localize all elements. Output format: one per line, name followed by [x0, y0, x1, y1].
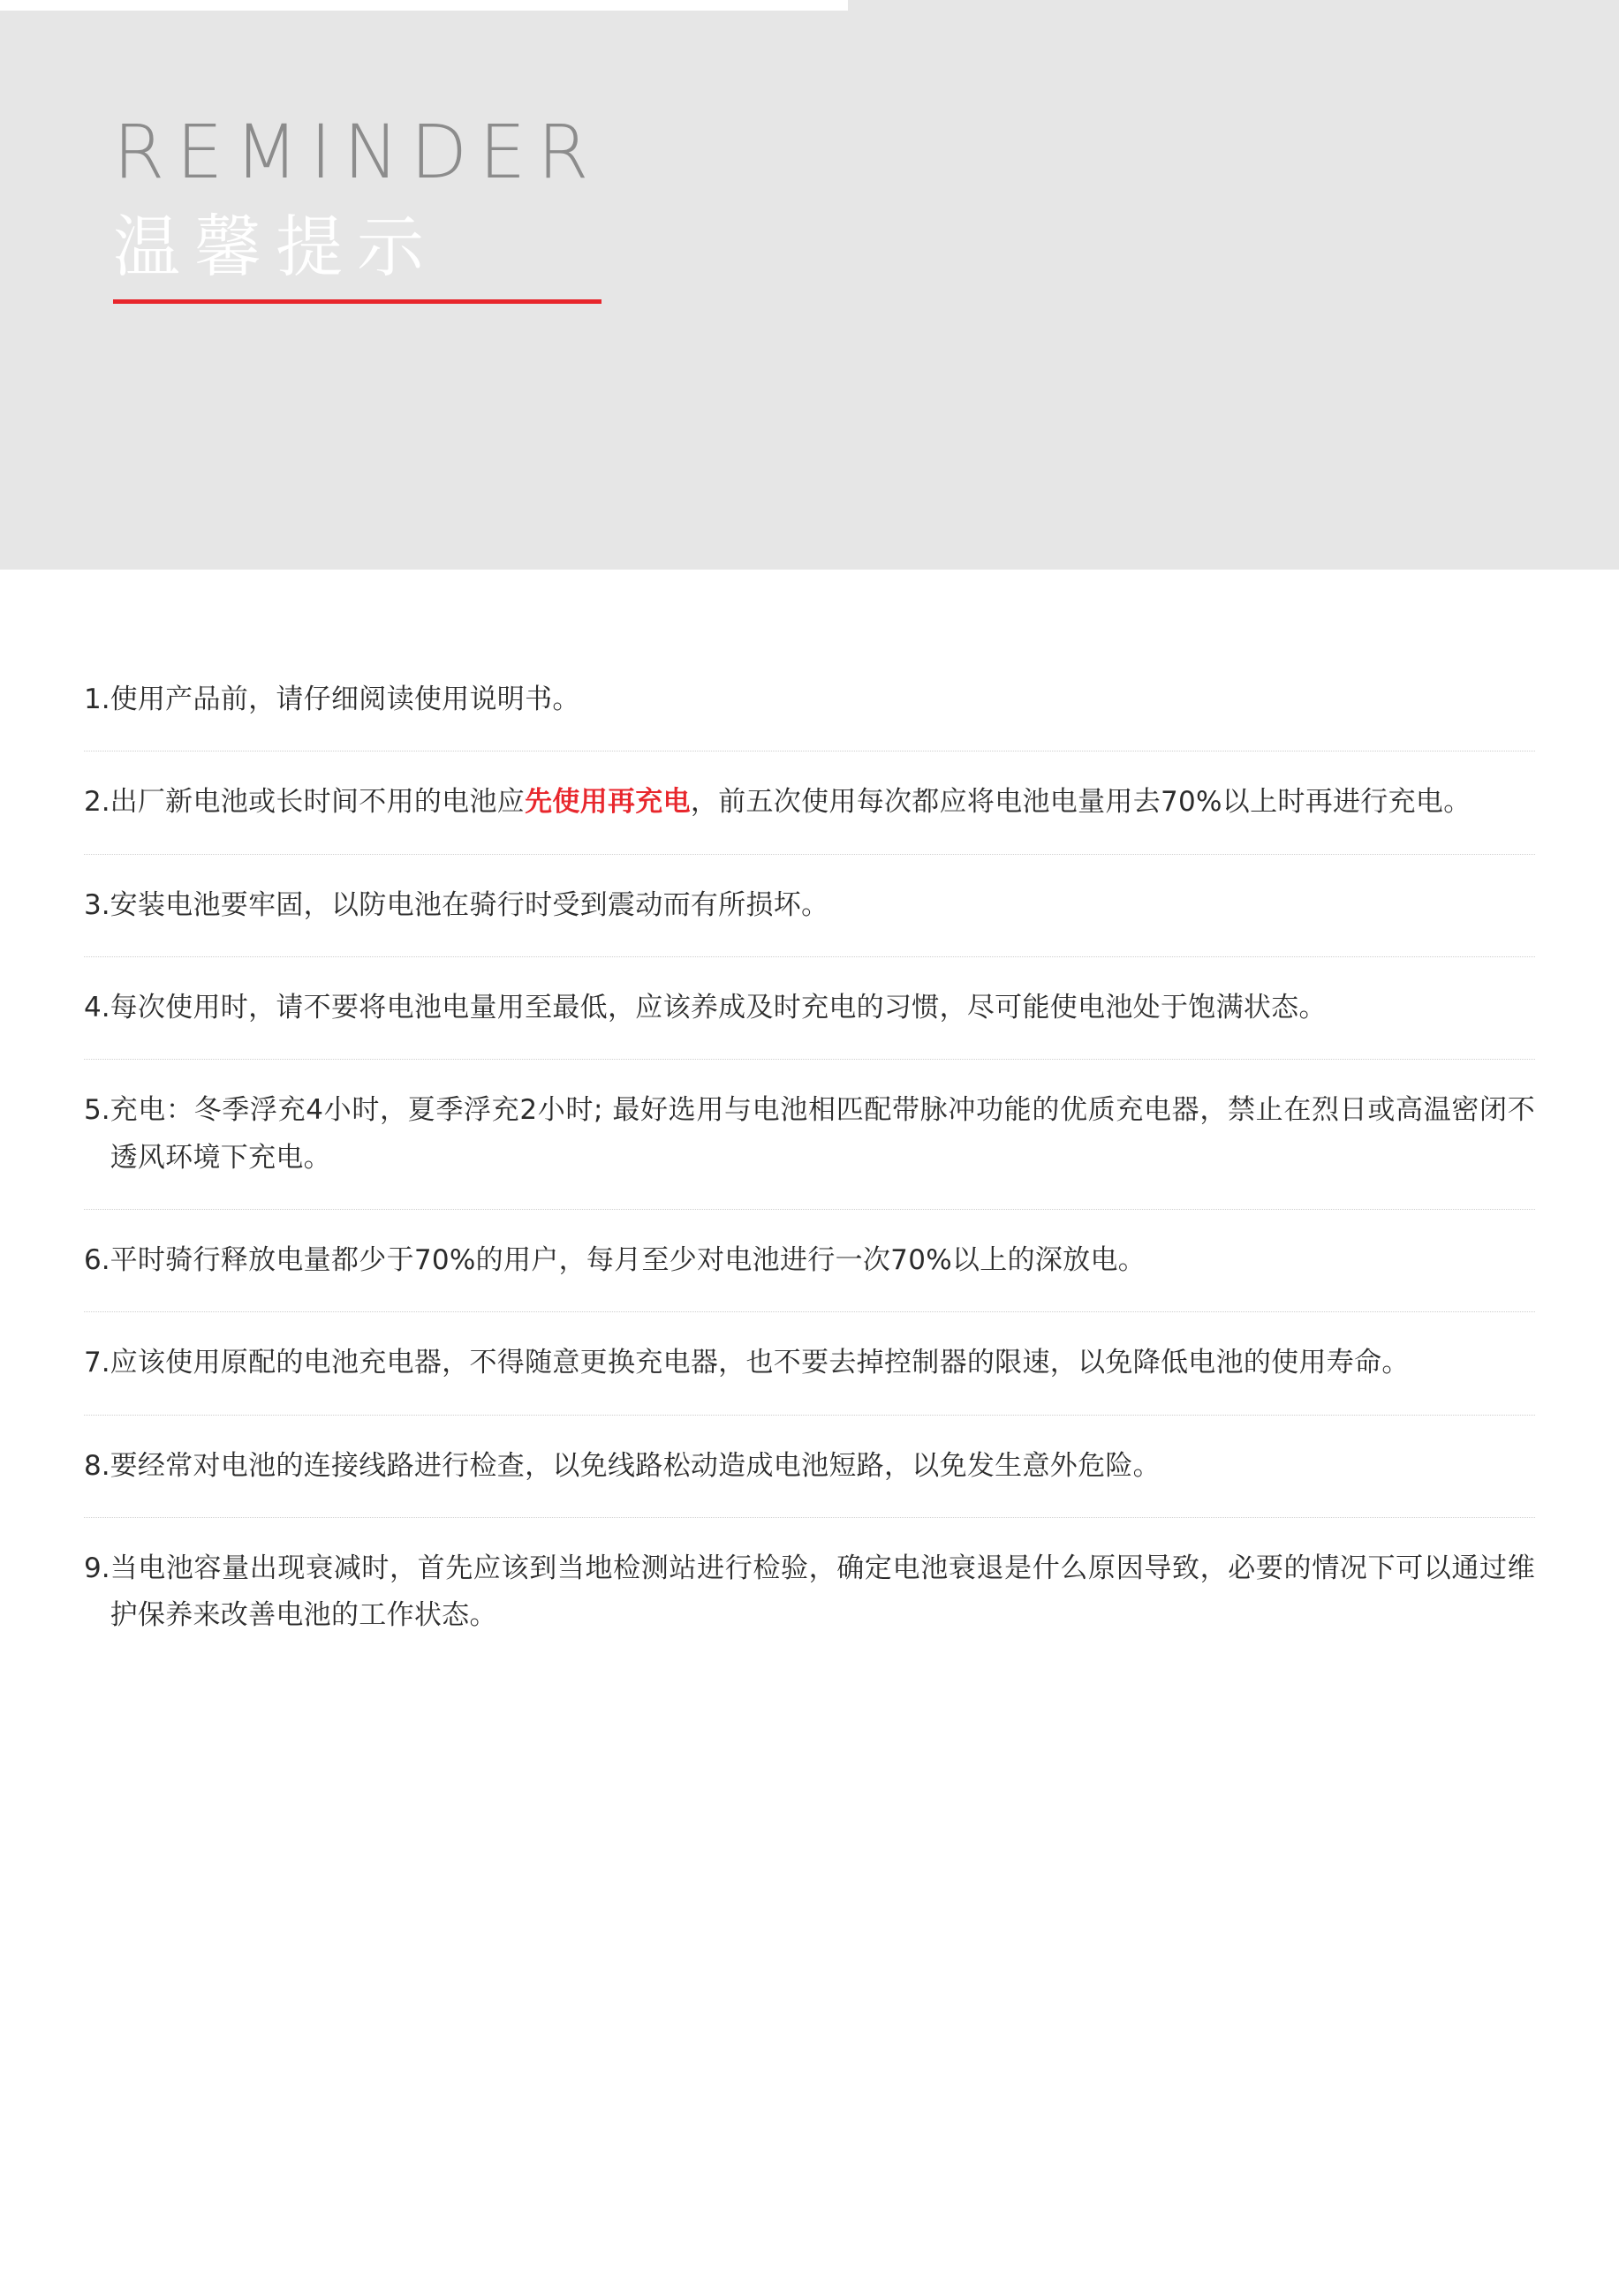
- list-item: [84, 1210, 1535, 1312]
- list-item-number: 9.: [84, 1552, 110, 1584]
- list-item: [84, 1518, 1535, 1667]
- list-item-text: 平时骑行释放电量都少于70%的用户，每月至少对电池进行一次70%以上的深放电。: [110, 1243, 1146, 1276]
- list-item-highlight: 先使用再充电: [525, 786, 691, 819]
- list-item-number: 8.: [84, 1449, 110, 1482]
- list-item-number: 1.: [84, 684, 110, 715]
- list-item: [84, 957, 1535, 1060]
- list-item: [84, 1312, 1535, 1415]
- banner-title-english: REMINDER: [113, 109, 601, 195]
- list-item-number: 4.: [84, 991, 110, 1023]
- reminder-banner: [0, 0, 1619, 570]
- list-item-text: [110, 779, 1535, 826]
- list-item: [84, 1416, 1535, 1518]
- list-item-text: 安装电池要牢固，以防电池在骑行时受到震动而有所损坏。: [110, 888, 829, 921]
- reminder-list: [0, 570, 1619, 1666]
- list-item-number: 5.: [84, 1094, 110, 1127]
- list-item-text: 要经常对电池的连接线路进行检查，以免线路松动造成电池短路，以免发生意外危险。: [110, 1449, 1161, 1482]
- banner-accent-rule: [113, 299, 601, 304]
- list-item: [84, 1060, 1535, 1210]
- list-item-number: 6.: [84, 1243, 110, 1276]
- list-item: [84, 751, 1535, 854]
- list-item-text: 使用产品前，请仔细阅读使用说明书。: [110, 684, 580, 715]
- list-item: [84, 855, 1535, 957]
- list-item-text-before: 出厂新电池或长时间不用的电池应: [110, 786, 526, 819]
- banner-title-chinese: 温馨提示: [113, 208, 438, 286]
- list-item-text: 当电池容量出现衰减时，首先应该到当地检测站进行检验，确定电池衰退是什么原因导致，必要的情况下可以通过维护保养来改善电池的工作状态。: [110, 1552, 1535, 1632]
- list-item-text: 充电：冬季浮充4小时，夏季浮充2小时; 最好选用与电池相匹配带脉冲功能的优质充电器，禁止在烈日或高温密闭不透风环境下充电。: [110, 1094, 1535, 1174]
- list-item-number: 3.: [84, 888, 110, 921]
- list-item-number: 2.: [84, 786, 110, 819]
- list-item-text-after: ，前五次使用每次都应将电池电量用去70%以上时再进行充电。: [690, 786, 1471, 819]
- list-item-text: 应该使用原配的电池充电器，不得随意更换充电器，也不要去掉控制器的限速，以免降低电池的使用寿命。: [110, 1347, 1410, 1379]
- banner-top-notch: [0, 0, 848, 11]
- list-item: [84, 649, 1535, 751]
- banner-title-group: [113, 109, 601, 304]
- list-item-text: 每次使用时，请不要将电池电量用至最低，应该养成及时充电的习惯，尽可能使电池处于饱满状态。: [110, 991, 1327, 1023]
- list-item-number: 7.: [84, 1347, 110, 1379]
